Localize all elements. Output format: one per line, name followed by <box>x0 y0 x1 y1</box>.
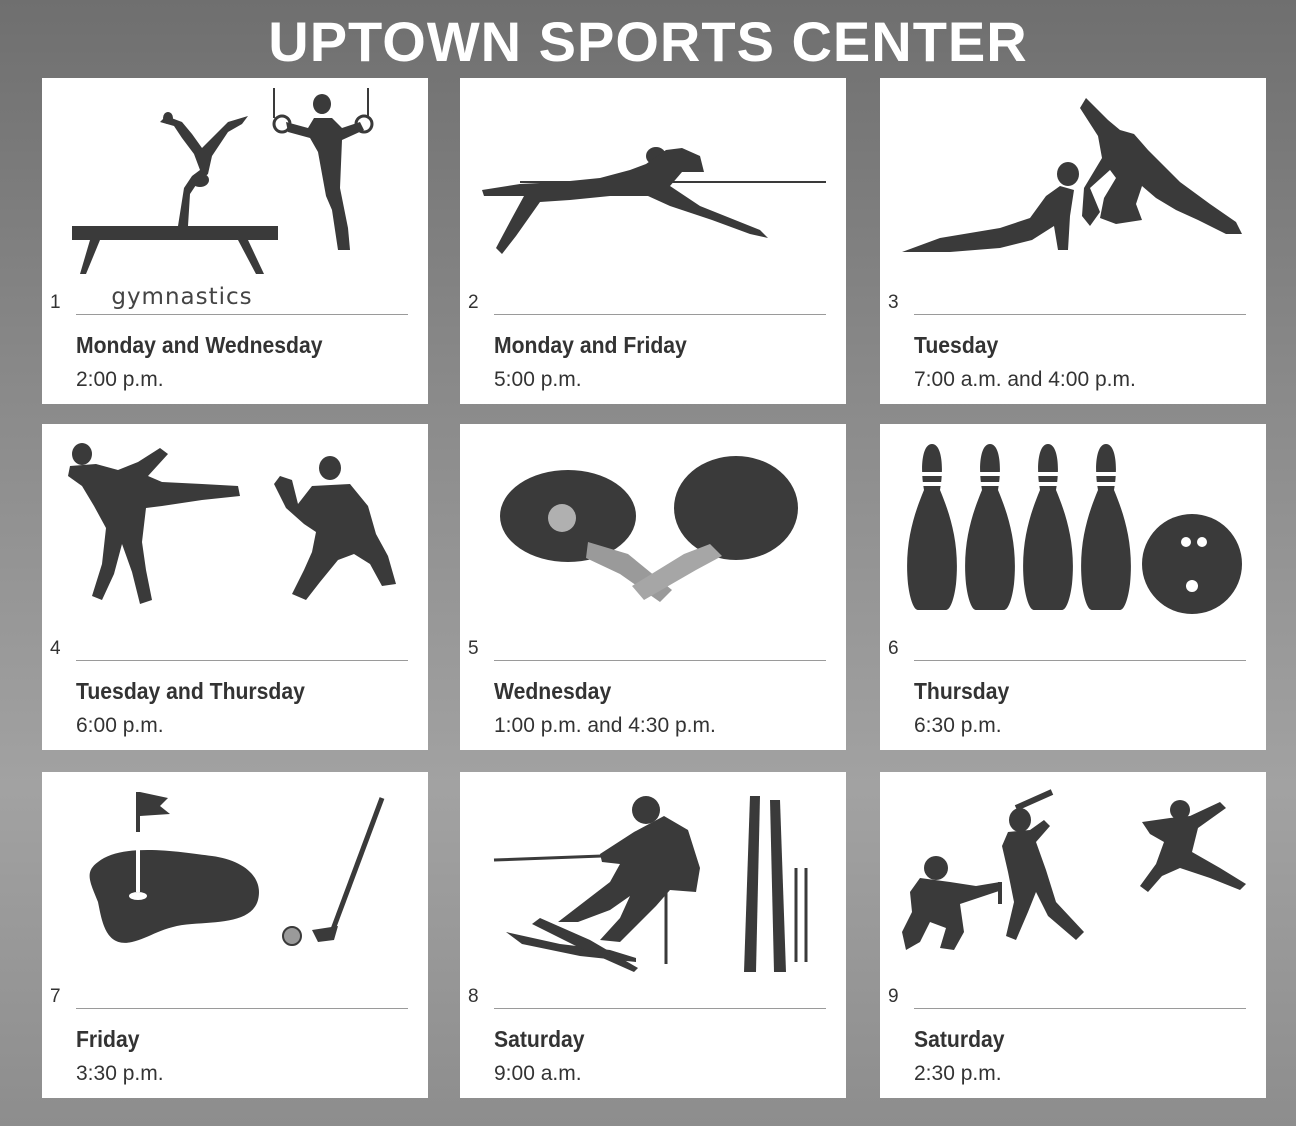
baseball-icon <box>880 772 1266 992</box>
schedule-days: Saturday <box>494 1026 585 1052</box>
answer-line[interactable] <box>914 660 1246 661</box>
karate-icon <box>42 424 428 644</box>
schedule-days: Tuesday <box>914 332 999 358</box>
answer-line[interactable] <box>494 660 826 661</box>
answer-line[interactable] <box>914 314 1246 315</box>
card-number: 5 <box>468 638 479 659</box>
schedule-days: Monday and Wednesday <box>76 332 323 358</box>
schedule-days: Monday and Friday <box>494 332 687 358</box>
schedule-time: 6:00 p.m. <box>76 714 164 737</box>
swimming-icon <box>460 78 846 298</box>
schedule-days: Thursday <box>914 678 1010 704</box>
ping-pong-icon <box>460 424 846 644</box>
card-number: 1 <box>50 292 61 313</box>
card-number: 7 <box>50 986 61 1007</box>
activity-card-4 <box>42 424 428 750</box>
activity-card-1 <box>42 78 428 404</box>
card-number: 8 <box>468 986 479 1007</box>
answer-line[interactable] <box>494 314 826 315</box>
answer-line[interactable] <box>76 1008 408 1009</box>
golf-icon <box>42 772 428 992</box>
card-number: 3 <box>888 292 899 313</box>
yoga-icon <box>880 78 1266 298</box>
activity-card-3 <box>880 78 1266 404</box>
activity-card-7 <box>42 772 428 1098</box>
card-number: 9 <box>888 986 899 1007</box>
schedule-time: 5:00 p.m. <box>494 368 582 391</box>
answer-line[interactable] <box>494 1008 826 1009</box>
schedule-days: Saturday <box>914 1026 1005 1052</box>
schedule-time: 7:00 a.m. and 4:00 p.m. <box>914 368 1136 391</box>
bowling-icon <box>880 424 1266 644</box>
schedule-days: Tuesday and Thursday <box>76 678 305 704</box>
schedule-days: Friday <box>76 1026 140 1052</box>
answer-line[interactable] <box>76 314 408 315</box>
schedule-time: 6:30 p.m. <box>914 714 1002 737</box>
skiing-icon <box>460 772 846 992</box>
activity-card-2 <box>460 78 846 404</box>
card-number: 2 <box>468 292 479 313</box>
answer-line[interactable] <box>914 1008 1246 1009</box>
schedule-time: 9:00 a.m. <box>494 1062 582 1085</box>
answer-text: gymnastics <box>111 284 253 310</box>
activity-card-6 <box>880 424 1266 750</box>
schedule-time: 2:30 p.m. <box>914 1062 1002 1085</box>
card-number: 4 <box>50 638 61 659</box>
gymnastics-icon <box>42 78 428 298</box>
schedule-time: 2:00 p.m. <box>76 368 164 391</box>
card-number: 6 <box>888 638 899 659</box>
schedule-time: 1:00 p.m. and 4:30 p.m. <box>494 714 716 737</box>
schedule-time: 3:30 p.m. <box>76 1062 164 1085</box>
page-title: UPTOWN SPORTS CENTER <box>268 10 1028 73</box>
schedule-days: Wednesday <box>494 678 612 704</box>
answer-line[interactable] <box>76 660 408 661</box>
activity-card-5 <box>460 424 846 750</box>
activity-card-8 <box>460 772 846 1098</box>
activity-card-9 <box>880 772 1266 1098</box>
